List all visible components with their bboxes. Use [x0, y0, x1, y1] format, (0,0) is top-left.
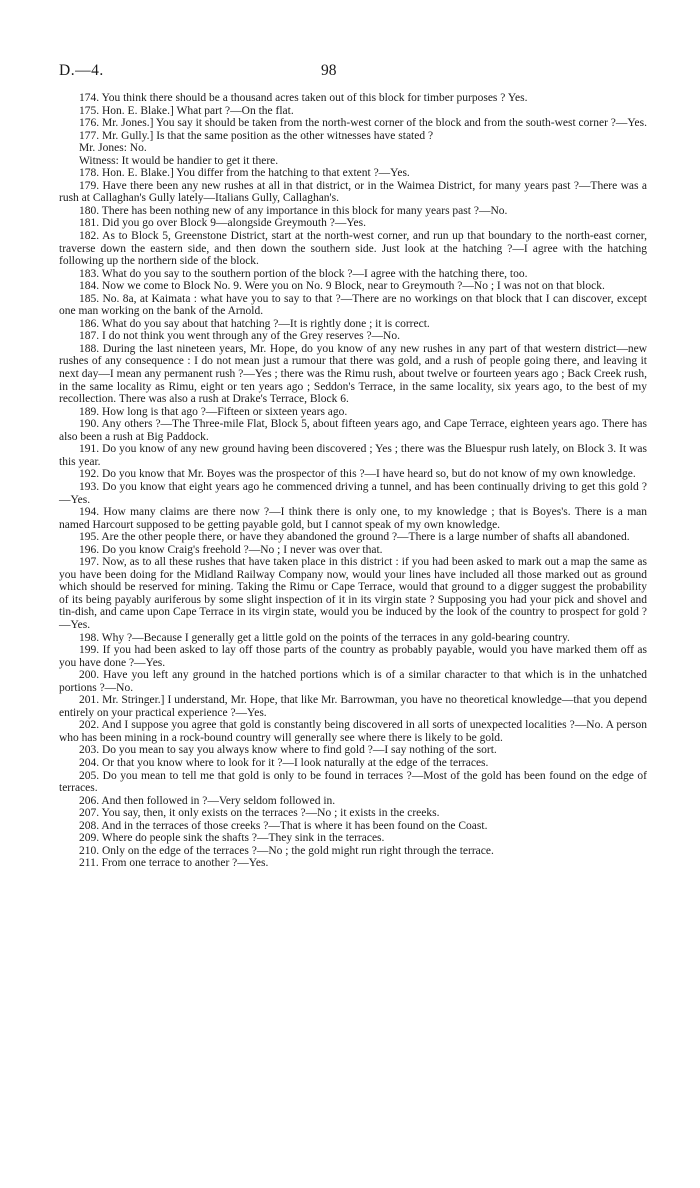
paragraph: 184. Now we come to Block No. 9. Were you on No. 9 Block, near to Greymouth ?—No ; I was not on that block.: [79, 280, 605, 293]
paragraph: 202. And I suppose you agree that gold is constantly being discovered in all sorts of unexpected localities ?—No. A person who has been mining in a rock-bound country will generally see where there is likely to be gold.: [59, 719, 647, 744]
paragraph: 204. Or that you know where to look for it ?—I look naturally at the edge of the terraces.: [79, 756, 489, 769]
paragraph: 177. Mr. Gully.] Is that the same position as the other witnesses have stated ?: [79, 129, 434, 142]
paragraph: 175. Hon. E. Blake.] What part ?—On the flat.: [79, 104, 294, 117]
paragraph: 189. How long is that ago ?—Fifteen or sixteen years ago.: [79, 405, 348, 418]
paragraph: 206. And then followed in ?—Very seldom followed in.: [79, 794, 336, 807]
paragraph: 210. Only on the edge of the terraces ?—No ; the gold might run right through the terrace.: [79, 844, 494, 857]
document-reference: D.—4.: [59, 62, 104, 79]
paragraph: 209. Where do people sink the shafts ?—They sink in the terraces.: [79, 832, 385, 845]
paragraph: 211. From one terrace to another ?—Yes.: [79, 857, 269, 870]
paragraph: 188. During the last nineteen years, Mr. Hope, do you know of any new rushes in any part of that western district—new rushes of any consequence : I do not mean just a rumour that there was gold, and a rush of people going there, and leaving it next day—I mean any permanent rush ?—Yes ; there was the Rimu rush, about twelve or fourteen years ago ; Back Creek rush, in the same locality as Rimu, eight or ten years ago ; Seddon's Terrace, in the same locality, six years ago, to the best of my recollection. There was also a rush at Drake's Terrace, Block 6.: [59, 342, 647, 406]
page-header: [59, 58, 647, 92]
paragraph: 192. Do you know that Mr. Boyes was the prospector of this ?—I have heard so, but do not know of my own knowledge.: [79, 468, 636, 481]
paragraph: 201. Mr. Stringer.] I understand, Mr. Hope, that like Mr. Barrowman, you have no theoretical knowledge—that you depend entirely on your practical experience ?—Yes.: [59, 694, 647, 719]
page-number: 98: [321, 62, 337, 79]
paragraph: 196. Do you know Craig's freehold ?—No ; I never was over that.: [79, 543, 383, 556]
document-page: [59, 58, 647, 870]
paragraph: 205. Do you mean to tell me that gold is only to be found in terraces ?—Most of the gold has been found on the edge of terraces.: [59, 769, 647, 795]
paragraph: 182. As to Block 5, Greenstone District, start at the north-west corner, and run up that boundary to the north-east corner, traverse down the eastern side, and then down the southern side. Just look at the hatching ?—I agree with the hatching following up the northern side of the block.: [59, 230, 647, 268]
paragraph: 180. There has been nothing new of any importance in this block for many years past ?—No.: [79, 204, 508, 217]
paragraph: 187. I do not think you went through any of the Grey reserves ?—No.: [79, 330, 400, 343]
paragraph: 195. Are the other people there, or have they abandoned the ground ?—There is a large number of shafts all abandoned.: [79, 531, 630, 544]
paragraph: 193. Do you know that eight years ago he commenced driving a tunnel, and has been continually driving to get this gold ?—Yes.: [59, 480, 647, 506]
paragraph: 181. Did you go over Block 9—alongside Greymouth ?—Yes.: [79, 217, 366, 230]
paragraph: 190. Any others ?—The Three-mile Flat, Block 5, about fifteen years ago, and Cape Terrace, eighteen years ago. There has also been a rush at Big Paddock.: [59, 418, 647, 443]
paragraph: 197. Now, as to all these rushes that have taken place in this district : if you had been asked to mark out a map the same as you have been doing for the Midland Railway Company now, would your lines have included all those marked out as ground which should be reserved for mining. Taking the Rimu or Cape Terrace, would that ground to a digger suggest the probability of its being payably auriferous by some slight inspection of it in its virgin state ? Supposing you had your pick and shovel and tin-dish, and came upon Cape Terrace in its virgin state, would you be induced by the look of the country to prospect for gold ?—Yes.: [59, 556, 647, 631]
paragraph: 194. How many claims are there now ?—I think there is only one, to my knowledge ; that is Boyes's. There is a man named Harcourt supposed to be getting payable gold, but I cannot speak of my own knowledge.: [59, 506, 647, 531]
paragraph: Mr. Jones: No.: [79, 142, 147, 155]
paragraph: 185. No. 8a, at Kaimata : what have you to say to that ?—There are no workings on that block that I can discover, except one man working on the bank of the Arnold.: [59, 292, 647, 318]
paragraph: 178. Hon. E. Blake.] You differ from the hatching to that extent ?—Yes.: [79, 167, 410, 180]
paragraph: 179. Have there been any new rushes at all in that district, or in the Waimea District, for many years past ?—There was a rush at Callaghan's Gully lately—Italians Gully, Callaghan's.: [59, 179, 647, 205]
paragraph: 200. Have you left any ground in the hatched portions which is of a similar character to that which is in the unhatched portions ?—No.: [59, 669, 647, 694]
paragraph: 203. Do you mean to say you always know where to find gold ?—I say nothing of the sort.: [79, 744, 497, 757]
paragraph: 207. You say, then, it only exists on the terraces ?—No ; it exists in the creeks.: [79, 807, 440, 820]
testimony-body: [59, 92, 647, 870]
paragraph: 174. You think there should be a thousand acres taken out of this block for timber purposes ? Yes.: [79, 92, 528, 104]
paragraph: 176. Mr. Jones.] You say it should be taken from the north-west corner of the block and from the south-west corner ?—Yes.: [79, 117, 647, 130]
paragraph: 183. What do you say to the southern portion of the block ?—I agree with the hatching there, too.: [79, 267, 528, 280]
paragraph: Witness: It would be handier to get it there.: [79, 154, 279, 167]
paragraph: 191. Do you know of any new ground having been discovered ; Yes ; there was the Bluespur rush lately, on Block 3. It was this year.: [59, 443, 647, 468]
paragraph: 208. And in the terraces of those creeks ?—That is where it has been found on the Coast.: [79, 819, 488, 832]
paragraph: 186. What do you say about that hatching ?—It is rightly done ; it is correct.: [79, 317, 430, 330]
paragraph: 198. Why ?—Because I generally get a little gold on the points of the terraces in any gold-bearing country.: [79, 631, 570, 644]
paragraph: 199. If you had been asked to lay off those parts of the country as probably payable, would you have marked them off as you have done ?—Yes.: [59, 644, 647, 669]
